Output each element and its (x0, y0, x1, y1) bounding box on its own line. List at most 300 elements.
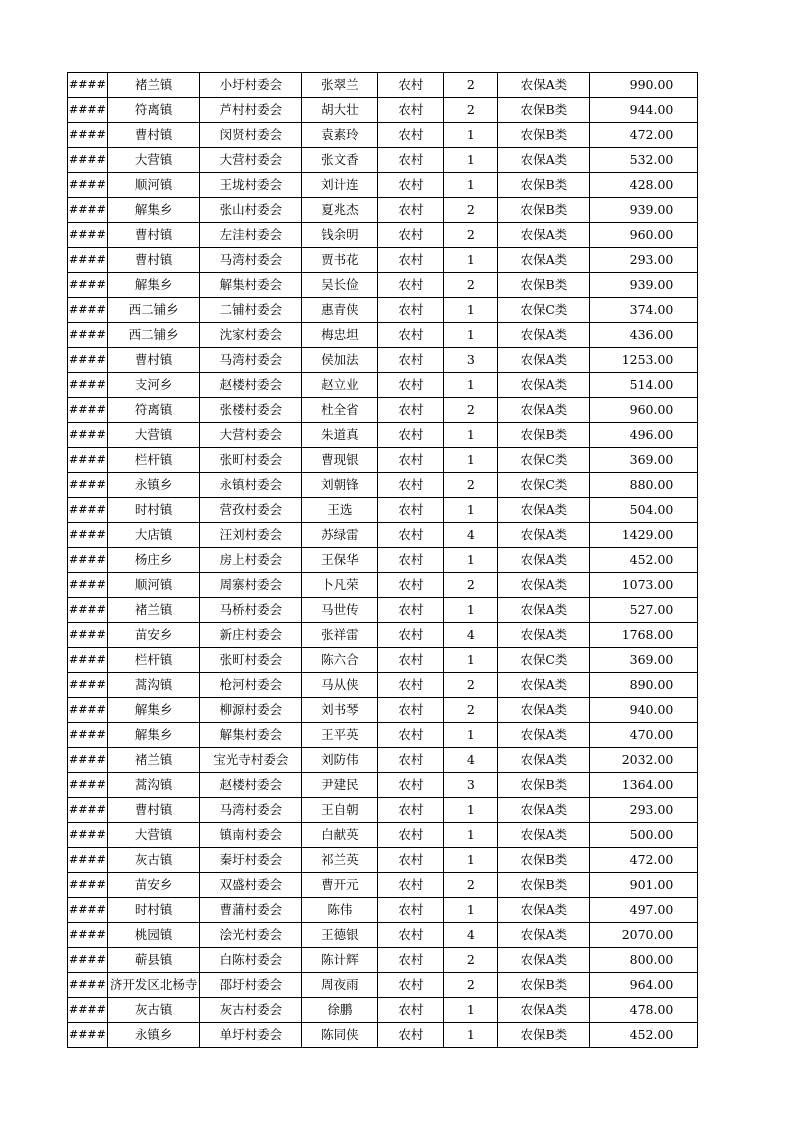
cell-town: 蕲县镇 (107, 948, 200, 973)
cell-member-count: 1 (444, 798, 498, 823)
table-row (68, 548, 698, 573)
cell-household-type: 农村 (378, 748, 444, 773)
cell-insurance-category: 农保A类 (498, 598, 590, 623)
cell-member-count: 1 (444, 998, 498, 1023)
cell-person-name: 曹现银 (302, 448, 378, 473)
cell-row-id: #### (68, 998, 108, 1023)
cell-household-type: 农村 (378, 523, 444, 548)
cell-household-type: 农村 (378, 73, 444, 98)
cell-village-committee: 二铺村委会 (200, 298, 302, 323)
cell-person-name: 陈伟 (302, 898, 378, 923)
table-row (68, 123, 698, 148)
cell-member-count: 2 (444, 98, 498, 123)
cell-person-name: 祁兰英 (302, 848, 378, 873)
cell-amount: 500.00 (590, 823, 698, 848)
cell-amount: 901.00 (590, 873, 698, 898)
cell-insurance-category: 农保A类 (498, 923, 590, 948)
cell-person-name: 吴长俭 (302, 273, 378, 298)
cell-insurance-category: 农保A类 (498, 523, 590, 548)
table-row (68, 473, 698, 498)
cell-village-committee: 房上村委会 (200, 548, 302, 573)
cell-insurance-category: 农保C类 (498, 448, 590, 473)
cell-village-committee: 马湾村委会 (200, 798, 302, 823)
cell-row-id: #### (68, 973, 108, 998)
table-row (68, 98, 698, 123)
cell-member-count: 1 (444, 823, 498, 848)
cell-village-committee: 灰古村委会 (200, 998, 302, 1023)
cell-member-count: 4 (444, 523, 498, 548)
cell-member-count: 2 (444, 673, 498, 698)
cell-town: 蒿沟镇 (107, 773, 200, 798)
cell-member-count: 1 (444, 598, 498, 623)
cell-person-name: 陈同侠 (302, 1023, 378, 1048)
cell-person-name: 侯加法 (302, 348, 378, 373)
cell-town: 大营镇 (107, 823, 200, 848)
cell-member-count: 2 (444, 198, 498, 223)
cell-village-committee: 周寨村委会 (200, 573, 302, 598)
cell-town: 解集乡 (107, 698, 200, 723)
cell-town: 苗安乡 (107, 873, 200, 898)
table-row (68, 648, 698, 673)
cell-amount: 472.00 (590, 848, 698, 873)
cell-member-count: 1 (444, 248, 498, 273)
cell-household-type: 农村 (378, 998, 444, 1023)
table-row (68, 598, 698, 623)
cell-row-id: #### (68, 248, 108, 273)
cell-household-type: 农村 (378, 273, 444, 298)
cell-insurance-category: 农保A类 (498, 73, 590, 98)
cell-household-type: 农村 (378, 248, 444, 273)
cell-household-type: 农村 (378, 498, 444, 523)
cell-amount: 532.00 (590, 148, 698, 173)
cell-member-count: 1 (444, 373, 498, 398)
cell-person-name: 刘朝锋 (302, 473, 378, 498)
table-row (68, 898, 698, 923)
cell-village-committee: 解集村委会 (200, 723, 302, 748)
table-row (68, 698, 698, 723)
cell-amount: 293.00 (590, 248, 698, 273)
cell-row-id: #### (68, 498, 108, 523)
cell-household-type: 农村 (378, 1023, 444, 1048)
cell-row-id: #### (68, 73, 108, 98)
cell-row-id: #### (68, 398, 108, 423)
cell-insurance-category: 农保A类 (498, 548, 590, 573)
cell-person-name: 胡大壮 (302, 98, 378, 123)
cell-person-name: 王平英 (302, 723, 378, 748)
cell-household-type: 农村 (378, 373, 444, 398)
cell-insurance-category: 农保A类 (498, 348, 590, 373)
cell-person-name: 陈六合 (302, 648, 378, 673)
cell-row-id: #### (68, 198, 108, 223)
cell-row-id: #### (68, 673, 108, 698)
cell-village-committee: 赵楼村委会 (200, 373, 302, 398)
cell-household-type: 农村 (378, 673, 444, 698)
cell-row-id: #### (68, 273, 108, 298)
cell-row-id: #### (68, 148, 108, 173)
table-row (68, 873, 698, 898)
cell-amount: 472.00 (590, 123, 698, 148)
cell-village-committee: 左洼村委会 (200, 223, 302, 248)
table-row (68, 848, 698, 873)
cell-amount: 939.00 (590, 198, 698, 223)
cell-row-id: #### (68, 873, 108, 898)
data-table (67, 72, 698, 1048)
cell-household-type: 农村 (378, 548, 444, 573)
cell-village-committee: 张町村委会 (200, 448, 302, 473)
cell-member-count: 3 (444, 773, 498, 798)
cell-insurance-category: 农保B类 (498, 273, 590, 298)
cell-household-type: 农村 (378, 923, 444, 948)
cell-amount: 944.00 (590, 98, 698, 123)
cell-row-id: #### (68, 423, 108, 448)
cell-village-committee: 曹蒲村委会 (200, 898, 302, 923)
cell-village-committee: 闵贤村委会 (200, 123, 302, 148)
cell-amount: 2070.00 (590, 923, 698, 948)
table-row (68, 198, 698, 223)
cell-person-name: 惠青侠 (302, 298, 378, 323)
cell-member-count: 1 (444, 148, 498, 173)
cell-household-type: 农村 (378, 448, 444, 473)
cell-household-type: 农村 (378, 98, 444, 123)
cell-member-count: 1 (444, 173, 498, 198)
cell-household-type: 农村 (378, 723, 444, 748)
cell-member-count: 1 (444, 423, 498, 448)
cell-insurance-category: 农保B类 (498, 1023, 590, 1048)
cell-household-type: 农村 (378, 698, 444, 723)
cell-insurance-category: 农保A类 (498, 673, 590, 698)
cell-person-name: 张翠兰 (302, 73, 378, 98)
cell-amount: 964.00 (590, 973, 698, 998)
cell-row-id: #### (68, 323, 108, 348)
table-row (68, 248, 698, 273)
cell-insurance-category: 农保B类 (498, 198, 590, 223)
cell-row-id: #### (68, 698, 108, 723)
cell-person-name: 周夜雨 (302, 973, 378, 998)
cell-person-name: 刘计连 (302, 173, 378, 198)
cell-row-id: #### (68, 823, 108, 848)
cell-household-type: 农村 (378, 398, 444, 423)
cell-town: 支河乡 (107, 373, 200, 398)
cell-person-name: 杜全省 (302, 398, 378, 423)
cell-village-committee: 单圩村委会 (200, 1023, 302, 1048)
cell-village-committee: 张山村委会 (200, 198, 302, 223)
cell-person-name: 白献英 (302, 823, 378, 848)
cell-village-committee: 营孜村委会 (200, 498, 302, 523)
table-row (68, 773, 698, 798)
cell-amount: 369.00 (590, 648, 698, 673)
cell-insurance-category: 农保A类 (498, 823, 590, 848)
cell-town: 曹村镇 (107, 223, 200, 248)
cell-household-type: 农村 (378, 648, 444, 673)
cell-village-committee: 秦圩村委会 (200, 848, 302, 873)
cell-member-count: 1 (444, 723, 498, 748)
cell-amount: 890.00 (590, 673, 698, 698)
cell-amount: 452.00 (590, 1023, 698, 1048)
cell-village-committee: 汪刘村委会 (200, 523, 302, 548)
cell-row-id: #### (68, 98, 108, 123)
cell-town: 西二铺乡 (107, 323, 200, 348)
cell-insurance-category: 农保A类 (498, 573, 590, 598)
cell-household-type: 农村 (378, 223, 444, 248)
table-body (68, 73, 698, 1048)
cell-village-committee: 大营村委会 (200, 423, 302, 448)
table-row (68, 723, 698, 748)
table-row (68, 923, 698, 948)
cell-amount: 436.00 (590, 323, 698, 348)
cell-person-name: 钱余明 (302, 223, 378, 248)
cell-village-committee: 白陈村委会 (200, 948, 302, 973)
cell-member-count: 1 (444, 448, 498, 473)
cell-member-count: 2 (444, 223, 498, 248)
cell-household-type: 农村 (378, 973, 444, 998)
cell-member-count: 4 (444, 623, 498, 648)
cell-member-count: 1 (444, 498, 498, 523)
cell-person-name: 王自朝 (302, 798, 378, 823)
cell-member-count: 1 (444, 848, 498, 873)
cell-row-id: #### (68, 298, 108, 323)
cell-member-count: 1 (444, 648, 498, 673)
cell-household-type: 农村 (378, 348, 444, 373)
cell-person-name: 朱道真 (302, 423, 378, 448)
cell-insurance-category: 农保A类 (498, 798, 590, 823)
cell-member-count: 2 (444, 398, 498, 423)
cell-amount: 880.00 (590, 473, 698, 498)
cell-town: 曹村镇 (107, 348, 200, 373)
cell-row-id: #### (68, 773, 108, 798)
cell-person-name: 刘书琴 (302, 698, 378, 723)
cell-amount: 428.00 (590, 173, 698, 198)
cell-amount: 1429.00 (590, 523, 698, 548)
cell-town: 济开发区北杨寺 (107, 973, 200, 998)
cell-household-type: 农村 (378, 173, 444, 198)
cell-insurance-category: 农保B类 (498, 848, 590, 873)
cell-row-id: #### (68, 573, 108, 598)
cell-village-committee: 镇南村委会 (200, 823, 302, 848)
cell-insurance-category: 农保A类 (498, 898, 590, 923)
cell-person-name: 曹开元 (302, 873, 378, 898)
cell-amount: 470.00 (590, 723, 698, 748)
cell-town: 符离镇 (107, 398, 200, 423)
cell-row-id: #### (68, 898, 108, 923)
cell-person-name: 王选 (302, 498, 378, 523)
cell-town: 永镇乡 (107, 473, 200, 498)
cell-village-committee: 浍光村委会 (200, 923, 302, 948)
cell-town: 时村镇 (107, 898, 200, 923)
table-row (68, 323, 698, 348)
cell-village-committee: 邵圩村委会 (200, 973, 302, 998)
table-row (68, 998, 698, 1023)
table-row (68, 423, 698, 448)
cell-row-id: #### (68, 623, 108, 648)
cell-insurance-category: 农保C类 (498, 648, 590, 673)
cell-household-type: 农村 (378, 298, 444, 323)
cell-amount: 960.00 (590, 398, 698, 423)
cell-row-id: #### (68, 598, 108, 623)
table-row (68, 498, 698, 523)
cell-person-name: 梅忠坦 (302, 323, 378, 348)
table-row (68, 748, 698, 773)
cell-person-name: 刘防伟 (302, 748, 378, 773)
cell-town: 解集乡 (107, 198, 200, 223)
cell-town: 灰古镇 (107, 848, 200, 873)
cell-amount: 496.00 (590, 423, 698, 448)
cell-household-type: 农村 (378, 823, 444, 848)
cell-town: 褚兰镇 (107, 598, 200, 623)
cell-member-count: 1 (444, 323, 498, 348)
cell-town: 桃园镇 (107, 923, 200, 948)
cell-town: 杨庄乡 (107, 548, 200, 573)
table-row (68, 173, 698, 198)
table-row (68, 523, 698, 548)
cell-person-name: 苏绿雷 (302, 523, 378, 548)
cell-person-name: 马世传 (302, 598, 378, 623)
cell-town: 解集乡 (107, 723, 200, 748)
cell-amount: 990.00 (590, 73, 698, 98)
cell-row-id: #### (68, 923, 108, 948)
cell-town: 顺河镇 (107, 173, 200, 198)
table-row (68, 448, 698, 473)
cell-member-count: 2 (444, 573, 498, 598)
cell-amount: 293.00 (590, 798, 698, 823)
table-row (68, 973, 698, 998)
cell-row-id: #### (68, 848, 108, 873)
cell-insurance-category: 农保B类 (498, 123, 590, 148)
cell-insurance-category: 农保A类 (498, 698, 590, 723)
table-row (68, 373, 698, 398)
cell-village-committee: 宝光寺村委会 (200, 748, 302, 773)
cell-row-id: #### (68, 548, 108, 573)
cell-amount: 1073.00 (590, 573, 698, 598)
table-row (68, 398, 698, 423)
cell-household-type: 农村 (378, 573, 444, 598)
table-row (68, 73, 698, 98)
cell-insurance-category: 农保A类 (498, 948, 590, 973)
cell-insurance-category: 农保A类 (498, 498, 590, 523)
cell-insurance-category: 农保A类 (498, 748, 590, 773)
cell-insurance-category: 农保A类 (498, 623, 590, 648)
cell-insurance-category: 农保A类 (498, 373, 590, 398)
cell-person-name: 袁素玲 (302, 123, 378, 148)
cell-village-committee: 永镇村委会 (200, 473, 302, 498)
cell-member-count: 1 (444, 1023, 498, 1048)
cell-insurance-category: 农保A类 (498, 223, 590, 248)
cell-member-count: 2 (444, 73, 498, 98)
cell-row-id: #### (68, 448, 108, 473)
cell-household-type: 农村 (378, 323, 444, 348)
cell-village-committee: 小圩村委会 (200, 73, 302, 98)
cell-insurance-category: 农保A类 (498, 323, 590, 348)
cell-row-id: #### (68, 373, 108, 398)
cell-town: 大营镇 (107, 148, 200, 173)
cell-amount: 939.00 (590, 273, 698, 298)
cell-amount: 478.00 (590, 998, 698, 1023)
cell-town: 蒿沟镇 (107, 673, 200, 698)
cell-household-type: 农村 (378, 773, 444, 798)
cell-village-committee: 解集村委会 (200, 273, 302, 298)
cell-row-id: #### (68, 223, 108, 248)
cell-person-name: 王保华 (302, 548, 378, 573)
table-row (68, 298, 698, 323)
cell-person-name: 尹建民 (302, 773, 378, 798)
cell-household-type: 农村 (378, 473, 444, 498)
cell-member-count: 2 (444, 273, 498, 298)
cell-town: 大店镇 (107, 523, 200, 548)
cell-village-committee: 张楼村委会 (200, 398, 302, 423)
cell-town: 大营镇 (107, 423, 200, 448)
cell-town: 顺河镇 (107, 573, 200, 598)
cell-insurance-category: 农保B类 (498, 873, 590, 898)
cell-insurance-category: 农保C类 (498, 473, 590, 498)
cell-member-count: 2 (444, 473, 498, 498)
cell-amount: 514.00 (590, 373, 698, 398)
cell-row-id: #### (68, 473, 108, 498)
cell-town: 时村镇 (107, 498, 200, 523)
cell-insurance-category: 农保A类 (498, 248, 590, 273)
table-row (68, 948, 698, 973)
cell-amount: 800.00 (590, 948, 698, 973)
cell-row-id: #### (68, 798, 108, 823)
cell-household-type: 农村 (378, 123, 444, 148)
cell-amount: 497.00 (590, 898, 698, 923)
cell-person-name: 陈计辉 (302, 948, 378, 973)
cell-household-type: 农村 (378, 598, 444, 623)
cell-village-committee: 柳源村委会 (200, 698, 302, 723)
cell-member-count: 4 (444, 748, 498, 773)
cell-member-count: 1 (444, 123, 498, 148)
cell-town: 曹村镇 (107, 798, 200, 823)
cell-member-count: 1 (444, 898, 498, 923)
cell-insurance-category: 农保A类 (498, 723, 590, 748)
table-row (68, 573, 698, 598)
cell-household-type: 农村 (378, 798, 444, 823)
cell-amount: 527.00 (590, 598, 698, 623)
cell-amount: 2032.00 (590, 748, 698, 773)
cell-insurance-category: 农保B类 (498, 773, 590, 798)
cell-town: 褚兰镇 (107, 748, 200, 773)
cell-village-committee: 王垅村委会 (200, 173, 302, 198)
cell-member-count: 1 (444, 298, 498, 323)
table-row (68, 148, 698, 173)
cell-row-id: #### (68, 173, 108, 198)
cell-amount: 1768.00 (590, 623, 698, 648)
cell-household-type: 农村 (378, 198, 444, 223)
table-row (68, 798, 698, 823)
cell-member-count: 2 (444, 873, 498, 898)
cell-town: 苗安乡 (107, 623, 200, 648)
table-row (68, 348, 698, 373)
cell-town: 栏杆镇 (107, 448, 200, 473)
cell-member-count: 1 (444, 548, 498, 573)
cell-row-id: #### (68, 348, 108, 373)
cell-member-count: 4 (444, 923, 498, 948)
cell-village-committee: 枪河村委会 (200, 673, 302, 698)
cell-town: 灰古镇 (107, 998, 200, 1023)
cell-person-name: 马从侠 (302, 673, 378, 698)
cell-village-committee: 沈家村委会 (200, 323, 302, 348)
cell-town: 符离镇 (107, 98, 200, 123)
cell-household-type: 农村 (378, 423, 444, 448)
cell-village-committee: 赵楼村委会 (200, 773, 302, 798)
cell-town: 解集乡 (107, 273, 200, 298)
cell-insurance-category: 农保B类 (498, 423, 590, 448)
cell-town: 褚兰镇 (107, 73, 200, 98)
cell-insurance-category: 农保A类 (498, 998, 590, 1023)
cell-amount: 504.00 (590, 498, 698, 523)
cell-town: 西二铺乡 (107, 298, 200, 323)
cell-insurance-category: 农保B类 (498, 173, 590, 198)
cell-village-committee: 新庄村委会 (200, 623, 302, 648)
cell-amount: 1253.00 (590, 348, 698, 373)
